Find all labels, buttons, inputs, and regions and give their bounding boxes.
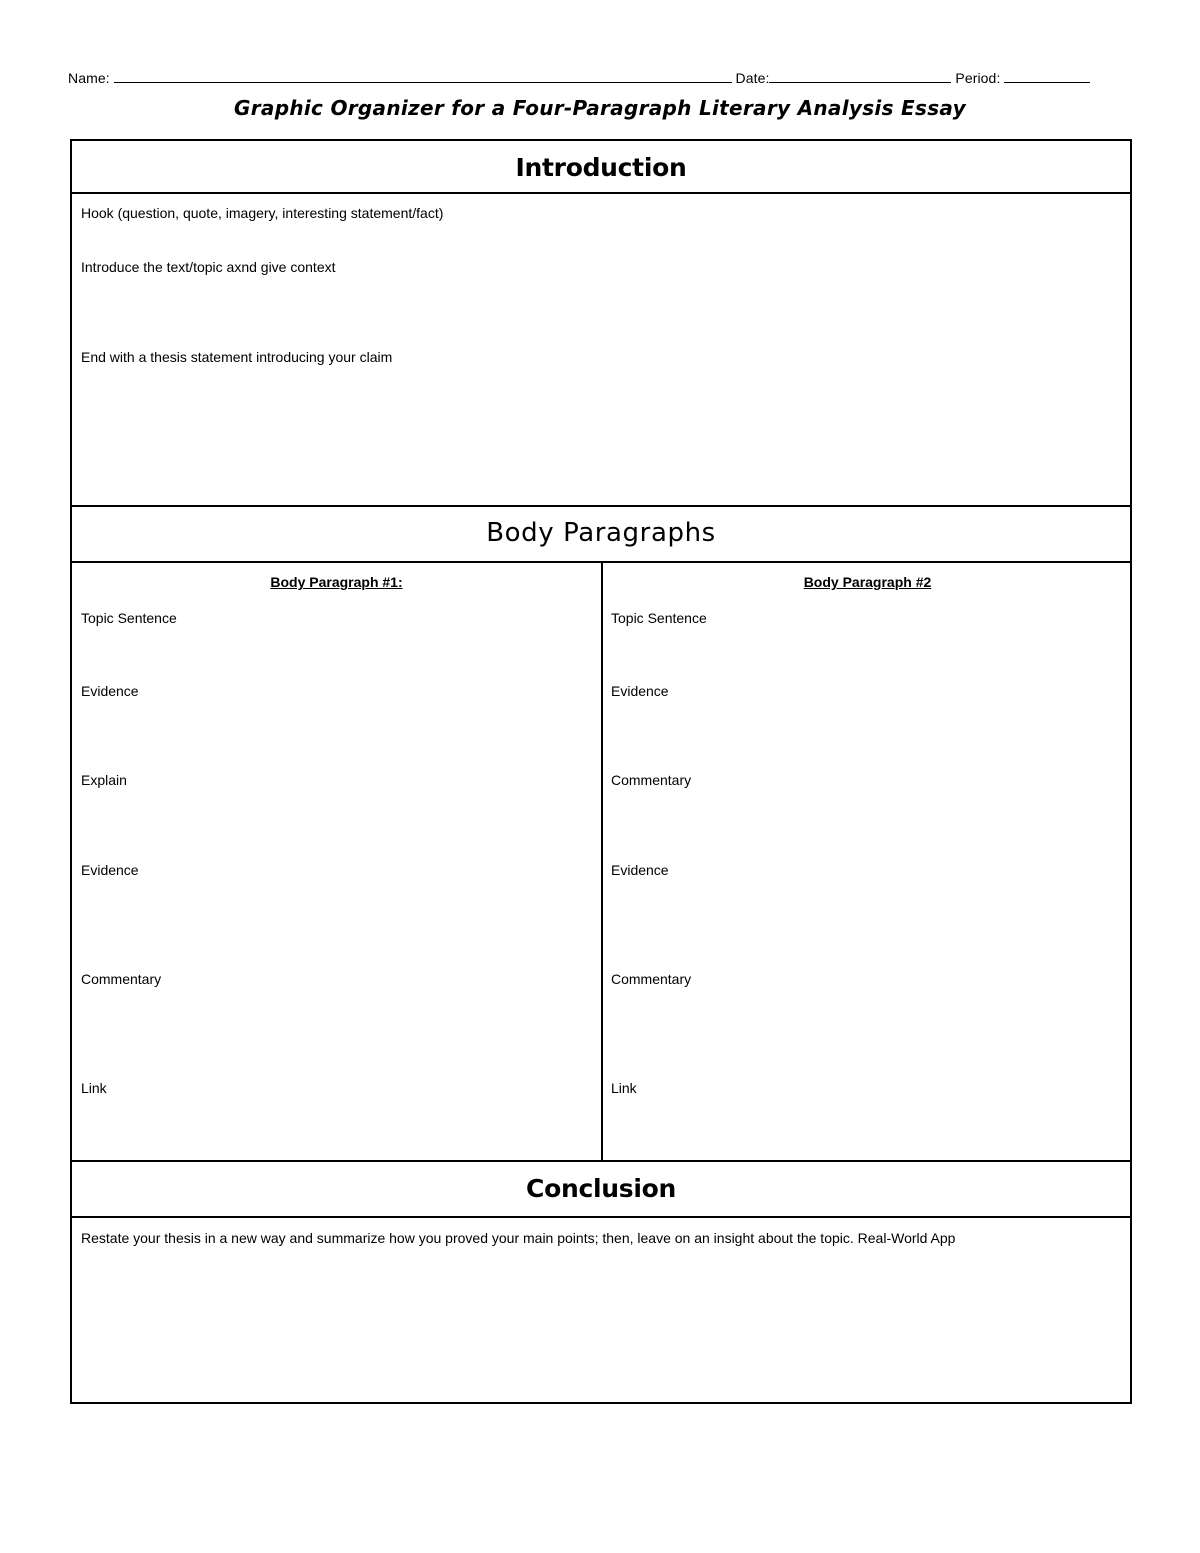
divider (72, 192, 1130, 194)
divider (72, 1160, 1130, 1162)
student-info-line (68, 70, 1138, 86)
divider (72, 505, 1130, 507)
bp2-topic-sentence: Topic Sentence (611, 610, 707, 626)
introduction-heading: Introduction (515, 153, 687, 182)
intro-prompt-hook: Hook (question, quote, imagery, interesting statement/fact) (81, 205, 444, 221)
organizer-table (70, 139, 1132, 1404)
name-field[interactable] (114, 70, 732, 83)
bp2-commentary-1: Commentary (611, 772, 692, 788)
conclusion-prompt: Restate your thesis in a new way and summarize how you proved your main points; then, leave on an insight about the topic. Real-World App (81, 1230, 956, 1246)
bp2-evidence-1: Evidence (611, 683, 669, 699)
body-paragraph-1-title: Body Paragraph #1: (270, 574, 403, 590)
intro-prompt-context: Introduce the text/topic axnd give context (81, 259, 336, 275)
divider (72, 1216, 1130, 1218)
document-title: Graphic Organizer for a Four-Paragraph Literary Analysis Essay (234, 96, 966, 120)
body-paragraph-2-title: Body Paragraph #2 (803, 574, 932, 590)
intro-prompt-thesis: End with a thesis statement introducing your claim (81, 349, 393, 365)
bp1-commentary: Commentary (81, 971, 162, 987)
bp2-evidence-2: Evidence (611, 862, 669, 878)
name-label: Name: (68, 70, 110, 86)
bp2-commentary-2: Commentary (611, 971, 692, 987)
bp1-evidence-2: Evidence (81, 862, 139, 878)
bp2-link: Link (611, 1080, 637, 1096)
column-divider (601, 562, 603, 1160)
conclusion-heading: Conclusion (526, 1174, 676, 1203)
date-field[interactable] (769, 70, 951, 83)
bp1-explain: Explain (81, 772, 127, 788)
period-field[interactable] (1004, 70, 1090, 83)
bp1-topic-sentence: Topic Sentence (81, 610, 177, 626)
body-paragraphs-heading: Body Paragraphs (486, 518, 716, 548)
date-label: Date: (735, 70, 770, 86)
bp1-link: Link (81, 1080, 107, 1096)
bp1-evidence-1: Evidence (81, 683, 139, 699)
period-label: Period: (955, 70, 1001, 86)
